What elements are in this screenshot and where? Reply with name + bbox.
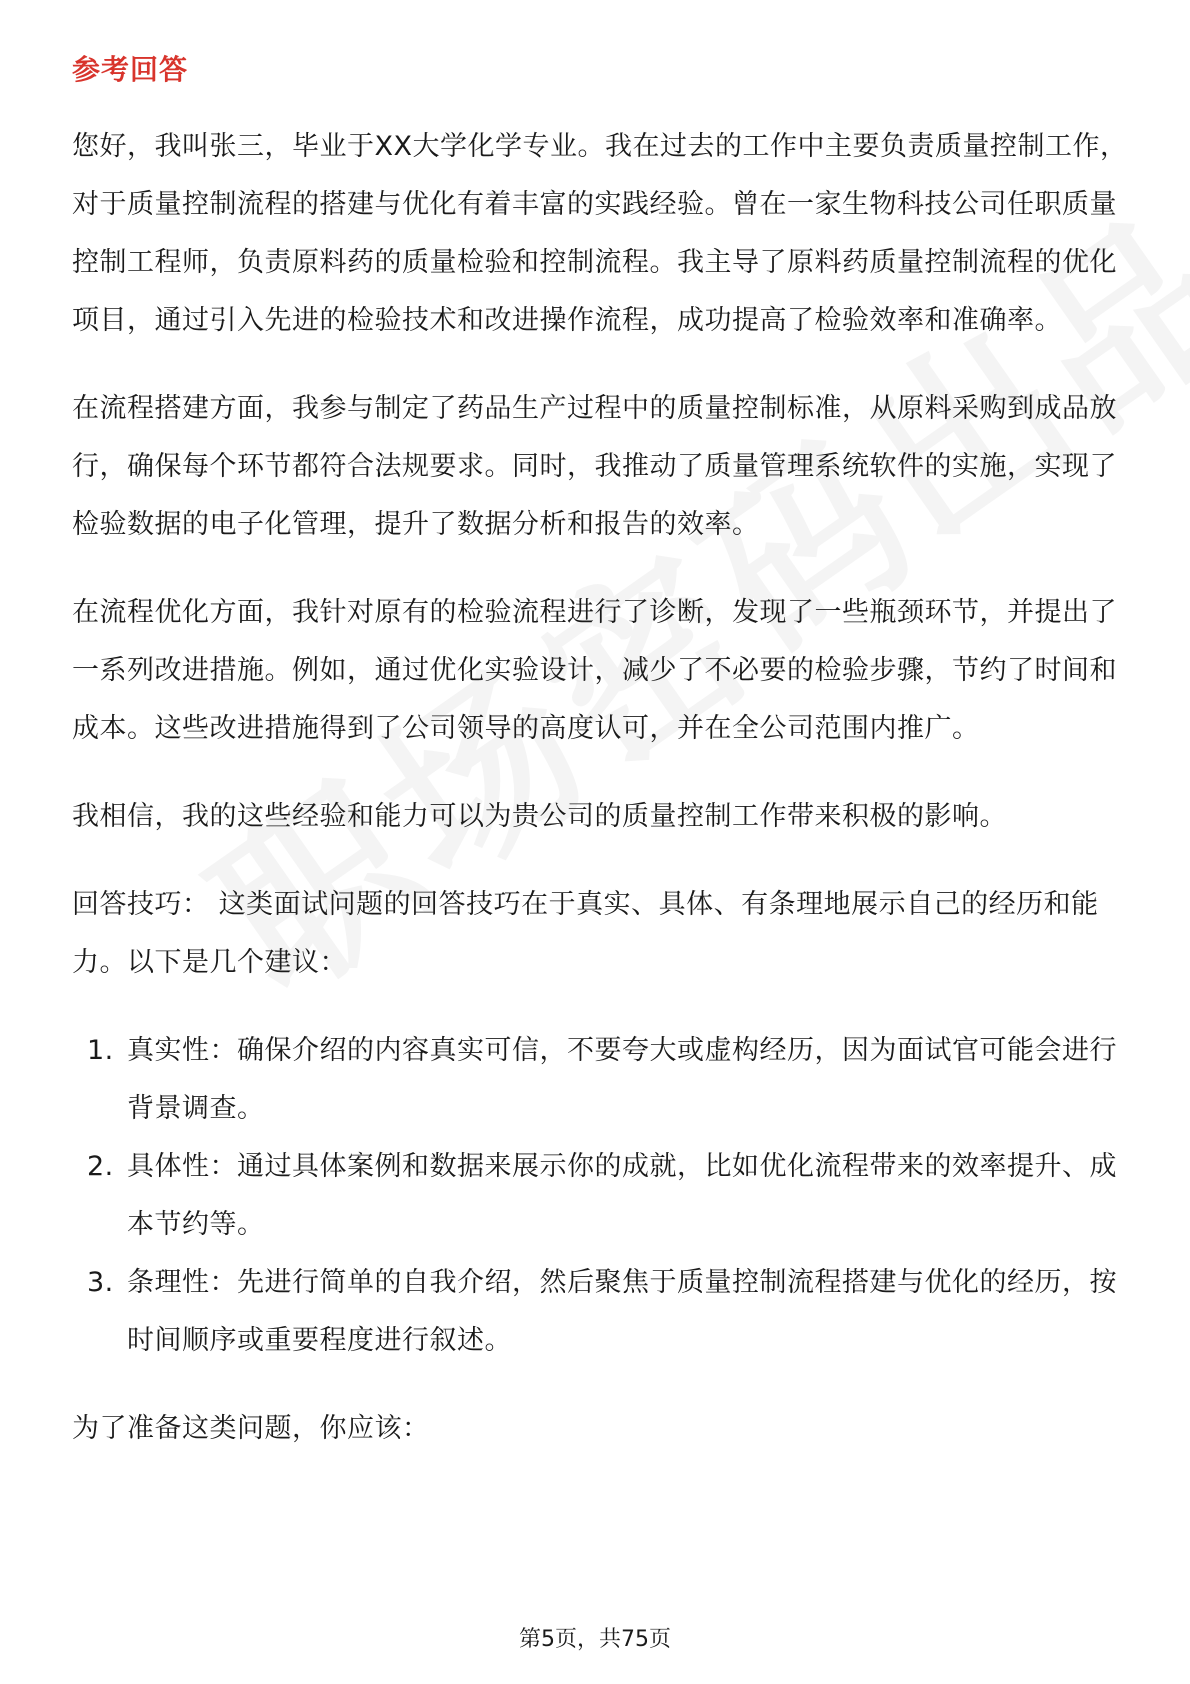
page-number-footer: 第5页，共75页 [519, 1627, 671, 1652]
list-item-text: 条理性：先进行简单的自我介绍，然后聚焦于质量控制流程搭建与优化的经历，按时间顺序或重要程度进行叙述。 [127, 1267, 1117, 1356]
process-optimization-paragraph: 在流程优化方面，我针对原有的检验流程进行了诊断，发现了一些瓶颈环节，并提出了一系列改进措施。例如，通过优化实验设计，减少了不必要的检验步骤，节约了时间和成本。这些改进措施得到了公司领导的高度认可，并在全公司范围内推广。 [72, 597, 1117, 744]
list-number: 1. [87, 1035, 114, 1066]
section-heading: 参考回答 [72, 53, 189, 86]
list-number: 3. [87, 1267, 114, 1298]
process-setup-paragraph: 在流程搭建方面，我参与制定了药品生产过程中的质量控制标准，从原料采购到成品放行，确保每个环节都符合法规要求。同时，我推动了质量管理系统软件的实施，实现了检验数据的电子化管理，提升了数据分析和报告的效率。 [72, 393, 1117, 540]
list-item [72, 1138, 1132, 1254]
closing-paragraph: 为了准备这类问题，你应该： [72, 1413, 430, 1444]
answer-content [72, 118, 1132, 1488]
list-item [72, 1022, 1132, 1138]
list-item [72, 1254, 1132, 1370]
list-item-text: 真实性：确保介绍的内容真实可信，不要夸大或虚构经历，因为面试官可能会进行背景调查。 [127, 1035, 1117, 1124]
intro-paragraph: 您好，我叫张三，毕业于XX大学化学专业。我在过去的工作中主要负责质量控制工作，对于质量控制流程的搭建与优化有着丰富的实践经验。曾在一家生物科技公司任职质量控制工程师，负责原料药的质量检验和控制流程。我主导了原料药质量控制流程的优化项目，通过引入先进的检验技术和改进操作流程，成功提高了检验效率和准确率。 [72, 131, 1128, 336]
list-item-text: 具体性：通过具体案例和数据来展示你的成就，比如优化流程带来的效率提升、成本节约等。 [127, 1151, 1117, 1240]
tips-intro-paragraph: 回答技巧： 这类面试问题的回答技巧在于真实、具体、有条理地展示自己的经历和能力。以下是几个建议： [72, 889, 1099, 978]
list-number: 2. [87, 1151, 114, 1182]
conclusion-paragraph: 我相信，我的这些经验和能力可以为贵公司的质量控制工作带来积极的影响。 [72, 801, 1007, 832]
tips-list [72, 1022, 1132, 1370]
